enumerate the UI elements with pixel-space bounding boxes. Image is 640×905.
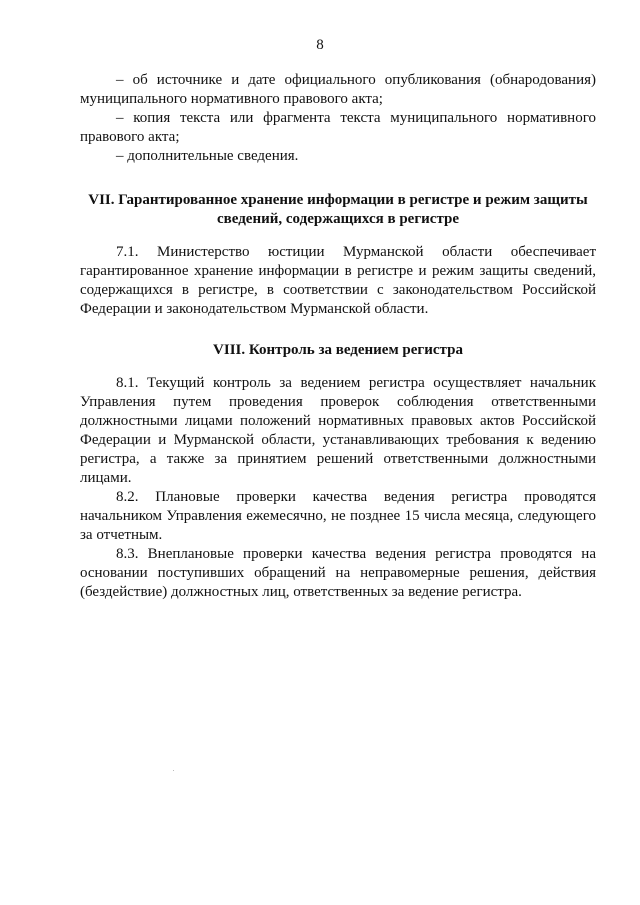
section-8-heading: VIII. Контроль за ведением регистра [213, 342, 463, 358]
paragraph-7-1: 7.1. Министерство юстиции Мурманской области обеспечивает гарантированное хранение информации в регистре и режим защиты сведений, содержащихся в регистре, в соответствии с законодательством Российской Федерации и законодательством Мурманской области. [80, 244, 596, 317]
paragraph-8-2: 8.2. Плановые проверки качества ведения регистра проводятся начальником Управления ежемесячно, не позднее 15 числа месяца, следующего за отчетным. [80, 489, 596, 543]
list-item: – дополнительные сведения. [116, 148, 299, 164]
paragraph-8-3: 8.3. Внеплановые проверки качества ведения регистра проводятся на основании поступивших обращений на неправомерные решения, действия (бездействие) должностных лиц, ответственных за ведение регистра. [80, 546, 596, 600]
list-item: – копия текста или фрагмента текста муниципального нормативного правового акта; [80, 110, 596, 145]
page-number: 8 [316, 37, 324, 53]
document-body [80, 71, 596, 602]
scan-speck [173, 770, 174, 771]
paragraph-8-1: 8.1. Текущий контроль за ведением регистра осуществляет начальник Управления путем проведения проверок соблюдения ответственными должностными лицами положений нормативных правовых актов Российской Федерации и Мурманской области, устанавливающих требования к ведению регистра, а также за принятием решений ответственными должностными лицами. [80, 375, 596, 486]
section-7-heading: VII. Гарантированное хранение информации в регистре и режим защиты сведений, содержащихся в регистре [88, 192, 588, 227]
list-item: – об источнике и дате официального опубликования (обнародования) муниципального нормативного правового акта; [80, 72, 596, 107]
